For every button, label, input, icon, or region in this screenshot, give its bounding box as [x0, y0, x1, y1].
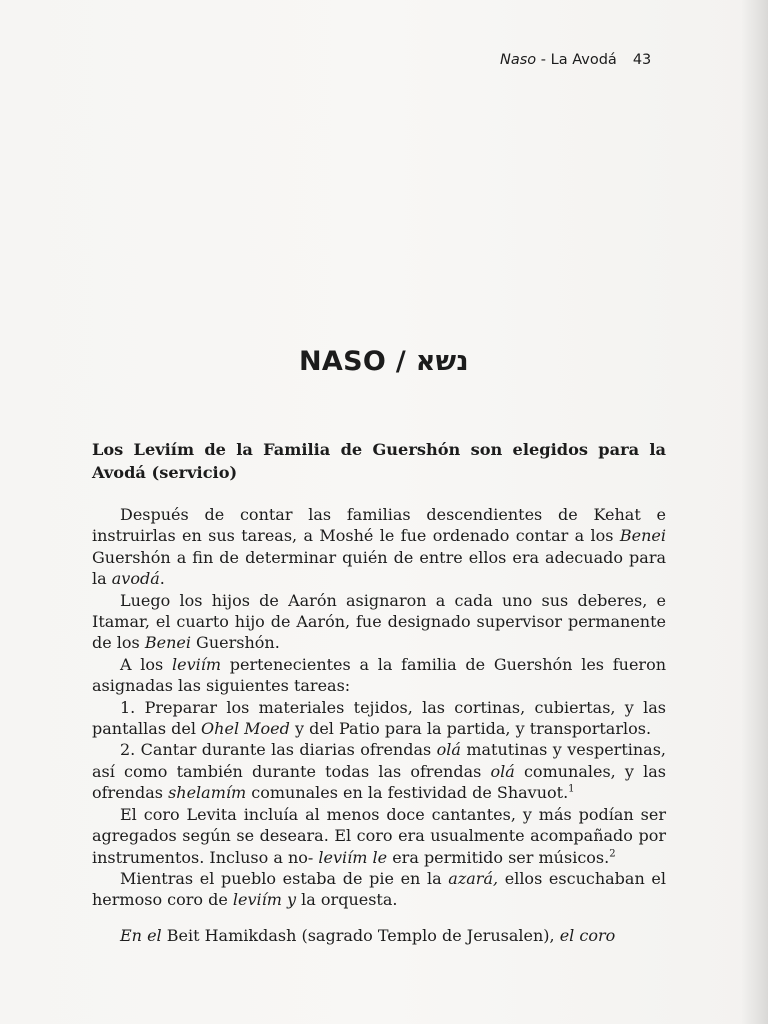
paragraph-1: Después de contar las familias descendientes de Kehat e instruirlas en sus tareas, a Moshé le fue ordenado contar a los Benei Guershón a fin de determinar quién de entre ellos era adecuado para la avodá. [92, 505, 666, 589]
paragraph-6: El coro Levita incluía al menos doce cantantes, y más podían ser agregados según se deseara. El coro era usualmente acompañado por instrumentos. Incluso a no- leviím le era permitido ser músicos.$^2$ [92, 804, 666, 867]
header-book-title: Naso [500, 52, 537, 68]
paragraph-2: Luego los hijos de Aarón asignaron a cada uno sus deberes, e Itamar, el cuarto hijo de Aarón, fue designado supervisor permanente de los Benei Guershón. [92, 590, 666, 653]
paragraph-5: 2. Cantar durante las diarias ofrendas olá matutinas y vespertinas, así como también durante todas las ofrendas olá comunales, y las ofrendas shelamím comunales en la festividad de Shavuot.$^1$ [92, 740, 667, 803]
paragraph-8: En el Beit Hamikdash (sagrado Templo de Jerusalen), el coro [120, 925, 616, 945]
body-text [92, 504, 666, 946]
footnote-ref-2: 2 [609, 848, 616, 860]
paragraph-7: Mientras el pueblo estaba de pie en la azará, ellos escuchaban el hermoso coro de leviím y la orquesta. [92, 868, 666, 910]
page-edge [742, 0, 768, 1024]
page-number: 43 [632, 52, 652, 68]
chapter-title: NASO / נשא [299, 346, 469, 377]
paragraph-3: A los leviím pertenecientes a la familia de Guershón les fueron asignadas las siguientes tareas: [92, 654, 667, 696]
header-section-title: - La Avodá [536, 52, 617, 68]
paragraph-4: 1. Preparar los materiales tejidos, las cortinas, cubiertas, y las pantallas del Ohel Moed y del Patio para la partida, y transportarlos. [92, 697, 666, 739]
section-heading: Los Leviím de la Familia de Guershón son elegidos para la Avodá (servicio) [92, 440, 666, 482]
footnote-ref-1: 1 [568, 783, 575, 795]
running-header [500, 52, 670, 68]
